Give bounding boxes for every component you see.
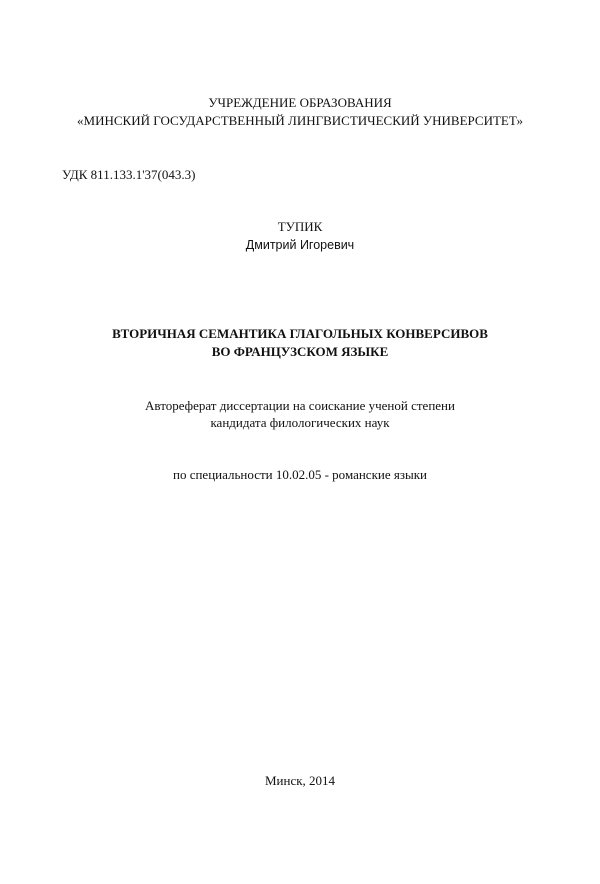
author-given-names: Дмитрий Игоревич — [245, 238, 355, 252]
description-line-2: кандидата филологических наук — [210, 415, 390, 430]
specialty: по специальности 10.02.05 - романские языки — [173, 467, 427, 482]
author-surname: ТУПИК — [277, 219, 323, 234]
thesis-title-line-2: ВО ФРАНЦУЗСКОМ ЯЗЫКЕ — [211, 344, 389, 359]
udc-code: УДК 811.133.1'37(043.3) — [62, 167, 196, 182]
place-and-year: Минск, 2014 — [264, 773, 336, 788]
description-line-1: Автореферат диссертации на соискание ученой степени — [145, 398, 455, 413]
institution-line-1: УЧРЕЖДЕНИЕ ОБРАЗОВАНИЯ — [208, 95, 392, 110]
institution-line-2: «МИНСКИЙ ГОСУДАРСТВЕННЫЙ ЛИНГВИСТИЧЕСКИЙ УНИВЕРСИТЕТ» — [77, 113, 523, 128]
thesis-title-line-1: ВТОРИЧНАЯ СЕМАНТИКА ГЛАГОЛЬНЫХ КОНВЕРСИВОВ — [112, 326, 488, 341]
